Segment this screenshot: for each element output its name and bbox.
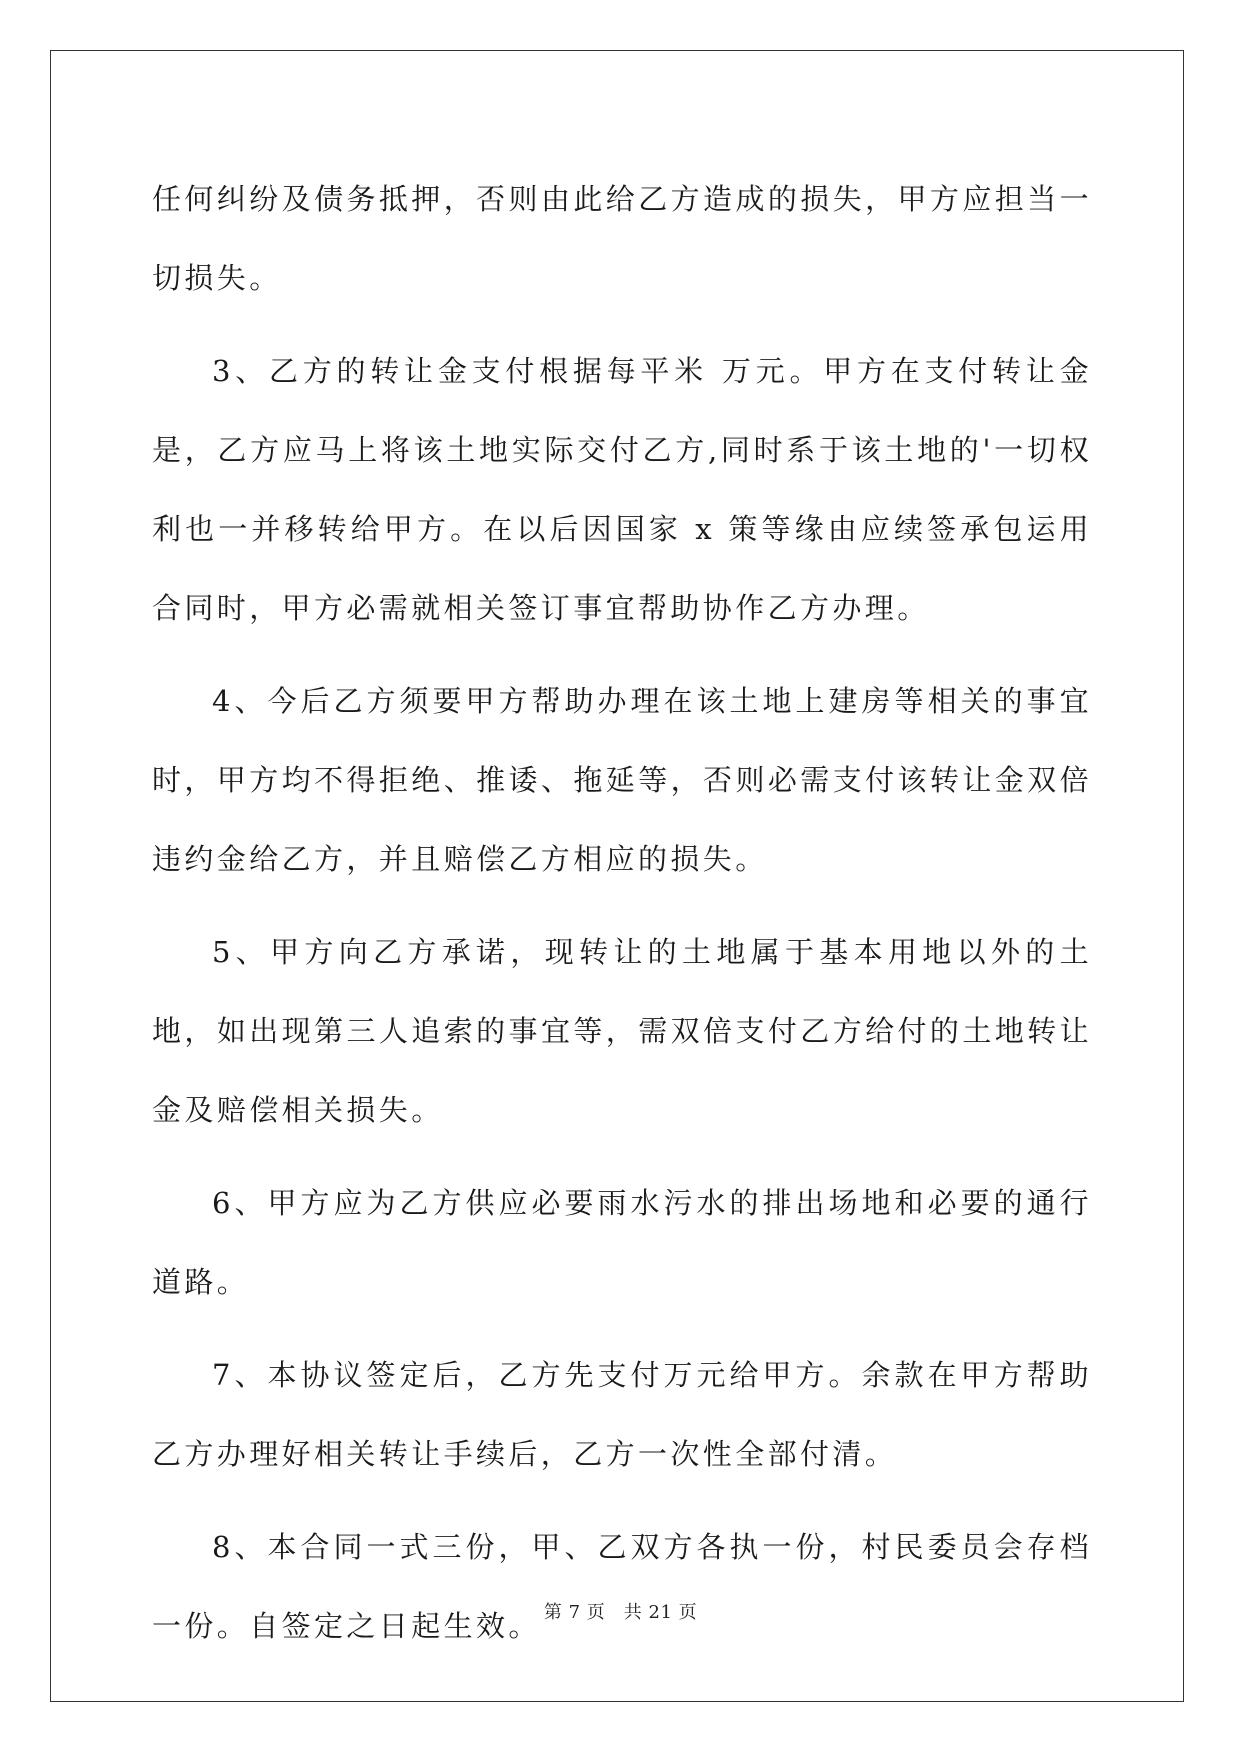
paragraph-clause-3: 3、乙方的转让金支付根据每平米 万元。甲方在支付转让金是，乙方应马上将该土地实际交付乙方,同时系于该土地的'一切权利也一并移转给甲方。在以后因国家 x 策等缘由应续签承包运用合同时，甲方必需就相关签订事宜帮助协作乙方办理。 xyxy=(152,354,1092,625)
paragraph-clause-6: 6、甲方应为乙方供应必要雨水污水的排出场地和必要的通行道路。 xyxy=(152,1186,1092,1299)
page-number-footer: 第 7 页 共 21 页 xyxy=(543,1602,698,1623)
document-body xyxy=(152,160,1092,1680)
paragraph-clause-8: 8、本合同一式三份，甲、乙双方各执一份，村民委员会存档一份。自签定之日起生效。 xyxy=(152,1530,1092,1643)
paragraph-clause-4: 4、今后乙方须要甲方帮助办理在该土地上建房等相关的事宜时，甲方均不得拒绝、推诿、拖延等，否则必需支付该转让金双倍违约金给乙方，并且赔偿乙方相应的损失。 xyxy=(152,684,1092,876)
paragraph-continuation: 任何纠纷及债务抵押，否则由此给乙方造成的损失，甲方应担当一切损失。 xyxy=(152,182,1092,295)
paragraph-clause-5: 5、甲方向乙方承诺，现转让的土地属于基本用地以外的土地，如出现第三人追索的事宜等，需双倍支付乙方给付的土地转让金及赔偿相关损失。 xyxy=(152,935,1092,1127)
paragraph-clause-7: 7、本协议签定后，乙方先支付万元给甲方。余款在甲方帮助乙方办理好相关转让手续后，乙方一次性全部付清。 xyxy=(152,1358,1092,1471)
